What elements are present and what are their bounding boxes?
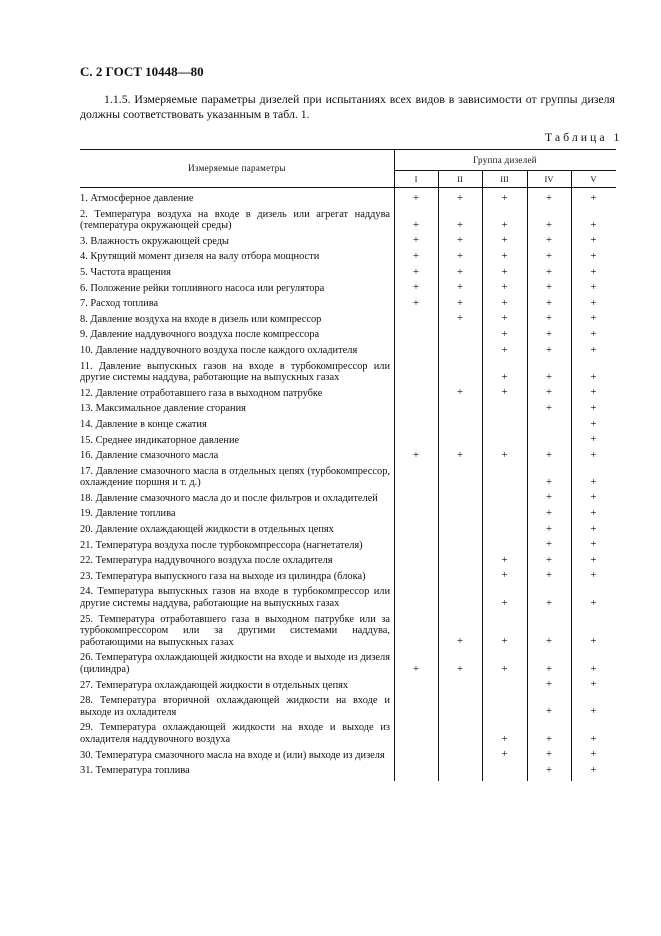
parameter-text: 22. Температура наддувочного воздуха после охладителя — [80, 555, 333, 567]
group-mark-V: + — [590, 763, 597, 776]
parameter-text: 3. Влажность окружающей среды — [80, 235, 230, 247]
table-row — [80, 538, 616, 554]
parameter-text: 25. Температура отработавшего газа в выходном патрубке или за турбокомпрессором или за другими системами наддува, работающими на выпускных газах — [80, 613, 390, 648]
group-mark-V: + — [590, 234, 597, 247]
parameter-text: 16. Давление смазочного масла — [80, 450, 219, 462]
group-mark-IV: + — [545, 191, 553, 204]
table-row — [80, 386, 616, 402]
table-row — [80, 693, 616, 720]
parameter-text: 2. Температура воздуха на входе в дизель или агрегат наддува (температура окружающей среды) — [80, 208, 390, 232]
group-header-I: I — [414, 174, 418, 184]
parameter-text: 23. Температура выпускного газа на выходе из цилиндра (блока) — [80, 570, 366, 582]
parameter-text: 14. Давление в конце сжатия — [80, 418, 207, 430]
group-header-III: III — [500, 174, 509, 184]
group-mark-V: + — [590, 732, 597, 745]
group-mark-II: + — [456, 662, 464, 675]
table-row — [80, 234, 616, 250]
group-mark-III: + — [501, 732, 508, 745]
group-mark-V: + — [590, 281, 597, 294]
group-mark-III: + — [501, 343, 508, 356]
group-mark-V: + — [590, 662, 597, 675]
group-mark-III: + — [501, 191, 508, 204]
table-row — [80, 553, 616, 569]
parameter-text: 13. Максимальное давление сгорания — [80, 403, 246, 415]
table-row — [80, 748, 616, 764]
group-mark-I: + — [412, 296, 420, 309]
group-mark-III: + — [501, 370, 508, 383]
group-mark-V: + — [590, 553, 597, 566]
group-mark-V: + — [590, 218, 597, 231]
group-mark-III: + — [501, 662, 508, 675]
group-mark-III: + — [501, 569, 508, 582]
parameter-text: 4. Крутящий момент дизеля на валу отбора мощности — [80, 251, 320, 263]
group-mark-III: + — [501, 281, 508, 294]
group-mark-II: + — [456, 265, 464, 278]
parameter-text: 5. Частота вращения — [80, 266, 171, 278]
table-row — [80, 207, 616, 234]
group-mark-II: + — [456, 281, 464, 294]
table-row — [80, 650, 616, 677]
table-row — [80, 720, 616, 747]
group-mark-IV: + — [545, 234, 553, 247]
group-mark-III: + — [501, 265, 508, 278]
group-mark-IV: + — [545, 448, 553, 461]
group-mark-III: + — [501, 635, 508, 648]
group-mark-II: + — [456, 448, 464, 461]
parameter-text: 19. Давление топлива — [80, 508, 176, 520]
group-mark-II: + — [456, 234, 464, 247]
parameter-text: 21. Температура воздуха после турбокомпрессора (нагнетателя) — [80, 539, 363, 551]
table-row — [80, 417, 616, 433]
parameter-text: 1. Атмосферное давление — [80, 193, 194, 204]
parameter-text: 12. Давление отработавшего газа в выходном патрубке — [80, 387, 323, 399]
group-mark-IV: + — [545, 281, 553, 294]
group-mark-II: + — [456, 635, 464, 648]
group-mark-V: + — [590, 522, 597, 535]
group-mark-V: + — [590, 448, 597, 461]
group-mark-V: + — [590, 748, 597, 761]
group-mark-IV: + — [545, 507, 553, 520]
param-column-header: Измеряемые параметры — [188, 163, 286, 173]
group-header-V: V — [590, 174, 597, 184]
parameter-text: 28. Температура вторичной охлаждающей жидкости на входе и выходе из охладителя — [80, 695, 390, 718]
group-mark-I: + — [412, 218, 420, 231]
group-mark-V: + — [590, 312, 597, 325]
table-row — [80, 265, 616, 281]
table-row — [80, 401, 616, 417]
group-mark-IV: + — [545, 635, 553, 648]
group-mark-V: + — [590, 343, 597, 356]
group-mark-I: + — [412, 191, 420, 204]
table-row — [80, 763, 616, 779]
group-mark-IV: + — [545, 596, 553, 609]
group-mark-IV: + — [545, 763, 553, 776]
group-mark-II: + — [456, 218, 464, 231]
group-mark-V: + — [590, 327, 597, 340]
group-mark-I: + — [412, 265, 420, 278]
group-mark-IV: + — [545, 538, 553, 551]
parameter-text: 24. Температура выпускных газов на входе в турбокомпрессор или другие системы наддува, работающие на выпускных газах — [80, 586, 390, 610]
table-row — [80, 296, 616, 312]
table-row — [80, 584, 616, 611]
intro-paragraph — [80, 92, 615, 122]
group-mark-IV: + — [545, 732, 553, 745]
table-row — [80, 569, 616, 585]
table-body — [80, 191, 616, 779]
group-mark-IV: + — [545, 218, 553, 231]
group-mark-IV: + — [545, 678, 553, 691]
group-mark-IV: + — [545, 401, 553, 414]
parameter-text: 11. Давление выпускных газов на входе в турбокомпрессор или другие системы наддува, работающие на выпускных газах — [80, 360, 390, 384]
parameter-text: 7. Расход топлива — [80, 298, 159, 310]
group-mark-II: + — [456, 191, 464, 204]
parameter-text: 20. Давление охлаждающей жидкости в отдельных цепях — [80, 524, 334, 536]
group-mark-II: + — [456, 249, 464, 262]
group-mark-III: + — [501, 596, 508, 609]
group-mark-V: + — [590, 491, 597, 504]
table-row — [80, 249, 616, 265]
parameter-text: 8. Давление воздуха на входе в дизель или компрессор — [80, 313, 322, 325]
parameter-text: 31. Температура топлива — [80, 765, 190, 777]
parameter-text: 17. Давление смазочного масла в отдельных цепях (турбокомпрессор, охлаждение поршня и т. д.) — [80, 465, 390, 489]
group-mark-III: + — [501, 249, 508, 262]
group-mark-IV: + — [545, 569, 553, 582]
group-mark-V: + — [590, 401, 597, 414]
parameter-text: 15. Среднее индикаторное давление — [80, 434, 240, 446]
group-mark-IV: + — [545, 386, 553, 399]
group-mark-IV: + — [545, 553, 553, 566]
table-row — [80, 491, 616, 507]
group-mark-III: + — [501, 296, 508, 309]
group-mark-IV: + — [545, 705, 553, 718]
table-row — [80, 448, 616, 464]
group-mark-IV: + — [545, 249, 553, 262]
group-mark-V: + — [590, 569, 597, 582]
group-header-II: II — [457, 174, 463, 184]
group-mark-IV: + — [545, 748, 553, 761]
table-row — [80, 464, 616, 491]
group-mark-V: + — [590, 265, 597, 278]
group-mark-V: + — [590, 370, 597, 383]
group-mark-IV: + — [545, 265, 553, 278]
group-mark-IV: + — [545, 327, 553, 340]
group-mark-V: + — [590, 249, 597, 262]
group-mark-III: + — [501, 218, 508, 231]
group-mark-II: + — [456, 312, 464, 325]
intro-text: 1.1.5. Измеряемые параметры дизелей при испытаниях всех видов в зависимости от группы дизеля должны соответствовать указанным в табл. 1. — [80, 92, 615, 121]
group-mark-II: + — [456, 386, 464, 399]
group-mark-IV: + — [545, 522, 553, 535]
group-mark-V: + — [590, 596, 597, 609]
group-mark-IV: + — [545, 491, 553, 504]
group-mark-IV: + — [545, 343, 553, 356]
group-mark-V: + — [590, 538, 597, 551]
group-mark-IV: + — [545, 662, 553, 675]
table-row — [80, 359, 616, 386]
header-bottom-rule — [80, 187, 616, 188]
table-row — [80, 312, 616, 328]
parameter-text: 9. Давление наддувочного воздуха после компрессора — [80, 329, 320, 341]
parameter-text: 6. Положение рейки топливного насоса или регулятора — [80, 282, 325, 294]
group-mark-V: + — [590, 191, 597, 204]
group-mark-IV: + — [545, 370, 553, 383]
group-mark-V: + — [590, 678, 597, 691]
table-row — [80, 327, 616, 343]
group-mark-III: + — [501, 234, 508, 247]
group-mark-III: + — [501, 327, 508, 340]
group-mark-III: + — [501, 553, 508, 566]
group-mark-V: + — [590, 705, 597, 718]
group-mark-I: + — [412, 281, 420, 294]
table-label: Таблица 1 — [545, 130, 623, 144]
table-row — [80, 522, 616, 538]
group-mark-I: + — [412, 234, 420, 247]
group-mark-I: + — [412, 662, 420, 675]
group-mark-II: + — [456, 296, 464, 309]
group-column-header: Группа дизелей — [473, 154, 537, 165]
parameter-text: 29. Температура охлаждающей жидкости на входе и выходе из охладителя наддувочного воздуха — [80, 722, 390, 745]
group-mark-IV: + — [545, 312, 553, 325]
parameter-text: 10. Давление наддувочного воздуха после каждого охладителя — [80, 344, 358, 356]
parameter-text: 27. Температура охлаждающей жидкости в отдельных цепях — [80, 679, 349, 691]
group-mark-I: + — [412, 448, 420, 461]
parameters-table — [80, 149, 616, 781]
page-header: С. 2 ГОСТ 10448—80 — [80, 64, 204, 79]
group-mark-V: + — [590, 386, 597, 399]
table-row — [80, 506, 616, 522]
table-row — [80, 678, 616, 694]
group-mark-V: + — [590, 507, 597, 520]
parameter-text: 30. Температура смазочного масла на входе и (или) выходе из дизеля — [80, 749, 385, 761]
group-mark-IV: + — [545, 296, 553, 309]
parameter-text: 18. Давление смазочного масла до и после фильтров и охладителей — [80, 492, 378, 504]
group-mark-V: + — [590, 433, 597, 446]
group-mark-IV: + — [545, 475, 553, 488]
table-row — [80, 433, 616, 449]
group-mark-III: + — [501, 312, 508, 325]
group-header-IV: IV — [544, 174, 554, 184]
group-mark-V: + — [590, 475, 597, 488]
group-mark-V: + — [590, 296, 597, 309]
group-mark-V: + — [590, 417, 597, 430]
parameter-text: 26. Температура охлаждающей жидкости на входе и выходе из дизеля (цилиндра) — [80, 652, 390, 675]
table-row — [80, 612, 616, 651]
table-row — [80, 281, 616, 297]
table-row — [80, 343, 616, 359]
group-mark-I: + — [412, 249, 420, 262]
group-mark-III: + — [501, 386, 508, 399]
group-mark-III: + — [501, 448, 508, 461]
table-row — [80, 191, 616, 207]
group-mark-III: + — [501, 748, 508, 761]
group-mark-V: + — [590, 635, 597, 648]
